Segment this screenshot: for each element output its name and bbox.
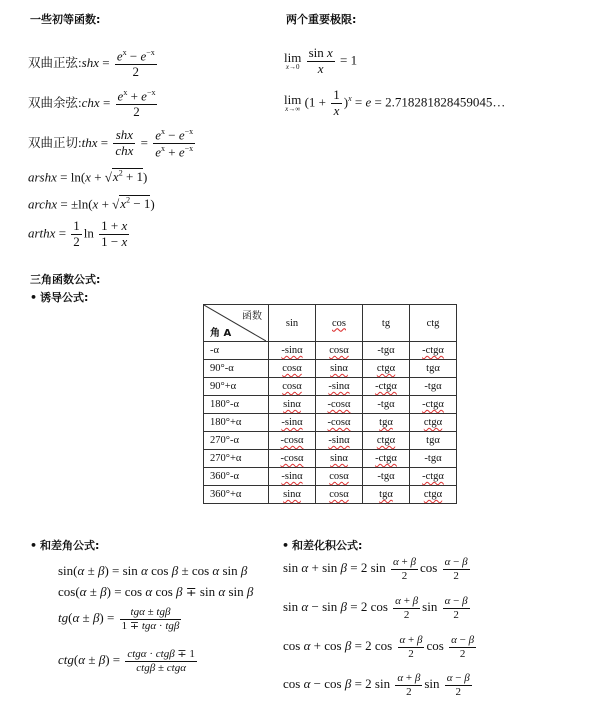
value-cell: -tgα	[363, 396, 410, 414]
sin-minus-sin-formula: sin α − sin β = 2 cos $\frac{\alpha + \beta}{2}$ sin $\frac{\alpha - \beta}{2}$	[283, 595, 468, 621]
value-cell: cosα	[316, 486, 363, 504]
column-header: tg	[363, 305, 410, 342]
value-cell: -tgα	[410, 450, 457, 468]
column-header: sin	[269, 305, 316, 342]
e-value: 2.718281828459045…	[385, 94, 506, 110]
value-cell: sinα	[316, 450, 363, 468]
value-cell: -sinα	[269, 468, 316, 486]
angle-cell: 90°-α	[204, 360, 269, 378]
cosh-formula: 双曲余弦:chx = $\frac{e^x + e^{-x}}{2}$	[28, 88, 156, 120]
table-row	[204, 450, 457, 468]
sum-difference-heading: • 和差角公式:	[30, 537, 99, 553]
cos-plus-cos-formula: cos α + cos β = 2 cos $\frac{\alpha + \beta}{2}$ cos $\frac{\alpha - \beta}{2}$	[283, 634, 475, 660]
tg-sum-formula: tg(α ± β) = $\frac{\text{tgα ± tgβ}}{\text{1 ∓ tgα · tgβ}}$	[58, 606, 180, 632]
angle-cell: 360°+α	[204, 486, 269, 504]
induced-formulas-heading: • 诱导公式:	[30, 289, 88, 305]
limit-sinx-over-x: lim x→0 $\frac{\text{sin x}}{x}$ = 1	[284, 45, 358, 76]
value-cell: ctgα	[363, 432, 410, 450]
value-cell: cosα	[269, 360, 316, 378]
value-cell: -ctgα	[410, 342, 457, 360]
table-row	[204, 468, 457, 486]
sinh-formula: 双曲正弦:shx = $\frac{e^x - e^{-x}}{2}$	[28, 48, 155, 80]
value-cell: cosα	[316, 468, 363, 486]
cos-sum-formula: cos(α ± β) = cos α cos β ∓ sin α sin β	[58, 584, 254, 599]
sinh-label: 双曲正弦	[28, 55, 79, 71]
table-corner-cell	[204, 305, 269, 342]
value-cell: -ctgα	[363, 378, 410, 396]
value-cell: sinα	[269, 486, 316, 504]
sin-plus-sin-formula: sin α + sin β = 2 sin $\frac{\alpha + \beta}{2}$ cos $\frac{\alpha - \beta}{2}$	[283, 556, 468, 582]
cos-minus-cos-formula: cos α − cos β = 2 sin $\frac{\alpha + \beta}{2}$ sin $\frac{\alpha - \beta}{2}$	[283, 672, 470, 698]
angle-cell: 270°+α	[204, 450, 269, 468]
value-cell: ctgα	[410, 414, 457, 432]
table-row	[204, 378, 457, 396]
value-cell: -sinα	[269, 414, 316, 432]
value-cell: -tgα	[410, 378, 457, 396]
value-cell: -sinα	[269, 342, 316, 360]
cosh-label: 双曲余弦	[28, 95, 79, 111]
value-cell: -sinα	[316, 378, 363, 396]
value-cell: -ctgα	[410, 396, 457, 414]
arsinh-formula: arshx = $\ln(x + √x^2 + 1)$	[28, 169, 148, 185]
header-function-label: 函数	[242, 311, 262, 322]
value-cell: -cosα	[269, 432, 316, 450]
value-cell: sinα	[269, 396, 316, 414]
important-limits-heading: 两个重要极限:	[286, 13, 357, 26]
table-row	[204, 414, 457, 432]
ctg-sum-formula: ctg(α ± β) = $\frac{\text{ctgα · ctgβ ∓ 1}}{\text{ctgβ ± ctgα}}$	[58, 648, 195, 674]
arcosh-formula: archx = $\pm\ln(x + √x^2 - 1)$	[28, 196, 155, 212]
value-cell: cosα	[316, 342, 363, 360]
angle-cell: 90°+α	[204, 378, 269, 396]
value-cell: tgα	[363, 486, 410, 504]
value-cell: cosα	[269, 378, 316, 396]
artanh-formula: arthx = $\frac{1}{2}$ ln $\frac{1 + x}{1 - x}$	[28, 218, 128, 249]
value-cell: -cosα	[316, 396, 363, 414]
angle-cell: 180°+α	[204, 414, 269, 432]
angle-cell: 180°-α	[204, 396, 269, 414]
value-cell: -tgα	[363, 342, 410, 360]
value-cell: -sinα	[316, 432, 363, 450]
value-cell: -tgα	[363, 468, 410, 486]
sin-sum-formula: sin(α ± β) = sin α cos β ± cos α sin β	[58, 563, 248, 578]
column-header: ctg	[410, 305, 457, 342]
table-row	[204, 396, 457, 414]
angle-cell: 270°-α	[204, 432, 269, 450]
value-cell: ctgα	[363, 360, 410, 378]
elementary-functions-heading: 一些初等函数:	[30, 13, 101, 26]
limit-e: lim x→∞ (1 + $\frac{1}{x}$ )$^x$ = e = 2.718281828459045…	[284, 87, 506, 118]
value-cell: -ctgα	[410, 468, 457, 486]
table-row	[204, 432, 457, 450]
value-cell: -ctgα	[363, 450, 410, 468]
value-cell: sinα	[316, 360, 363, 378]
table-row	[204, 360, 457, 378]
tanh-label: 双曲正切	[28, 134, 79, 150]
header-angle-label: 角 A	[210, 328, 232, 339]
tanh-formula: 双曲正切:thx = $\frac{\text{shx}}{\text{chx}}$ = $\frac{e^x - e^{-x}}{e^x + e^{-x}}$	[28, 127, 194, 160]
value-cell: tgα	[410, 432, 457, 450]
value-cell: -cosα	[269, 450, 316, 468]
value-cell: tgα	[410, 360, 457, 378]
value-cell: ctgα	[410, 486, 457, 504]
column-header: cos	[316, 305, 363, 342]
angle-cell: 360°-α	[204, 468, 269, 486]
value-cell: -cosα	[316, 414, 363, 432]
sum-to-product-heading: • 和差化积公式:	[282, 537, 362, 553]
trig-formulas-heading: 三角函数公式:	[30, 273, 101, 286]
table-row	[204, 486, 457, 504]
value-cell: tgα	[363, 414, 410, 432]
angle-cell: -α	[204, 342, 269, 360]
induction-formula-table	[203, 304, 457, 504]
table-row	[204, 342, 457, 360]
